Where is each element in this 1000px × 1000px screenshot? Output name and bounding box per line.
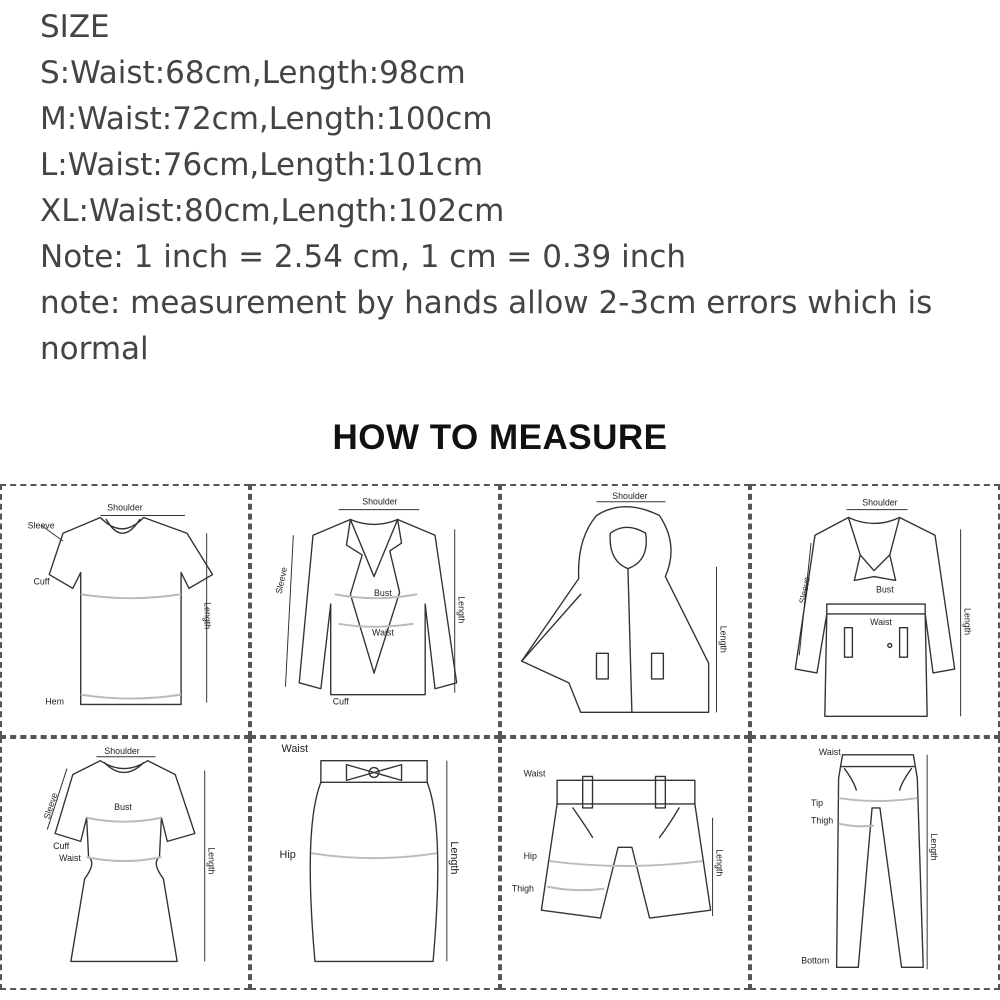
garment-cell-dress — [0, 737, 250, 990]
label-bust: Bust — [114, 801, 132, 812]
garment-cell-skirt — [250, 737, 500, 990]
label-waist: Waist — [818, 746, 841, 757]
label-shoulder: Shoulder — [104, 745, 140, 756]
tshirt-icon — [2, 486, 248, 735]
garment-cell-shorts — [500, 737, 750, 990]
label-shoulder: Shoulder — [862, 497, 898, 508]
size-row-s: S:Waist:68cm,Length:98cm — [40, 55, 466, 91]
trousers-icon — [752, 739, 998, 988]
how-to-measure-title: HOW TO MEASURE — [332, 418, 668, 457]
label-length: Length — [962, 608, 973, 636]
label-cuff: Cuff — [33, 576, 50, 587]
garment-cell-trousers — [750, 737, 1000, 990]
garment-cell-blazer — [250, 484, 500, 737]
dress-icon — [2, 739, 248, 988]
label-hem: Hem — [45, 696, 64, 707]
trench-coat-icon — [752, 486, 998, 735]
measure-grid — [0, 484, 1000, 990]
label-thigh: Thigh — [511, 883, 534, 894]
garment-cell-tshirt — [0, 484, 250, 737]
size-row-l: L:Waist:76cm,Length:101cm — [40, 147, 484, 183]
label-length: Length — [447, 841, 460, 875]
label-length: Length — [202, 602, 213, 630]
label-bottom: Bottom — [801, 955, 830, 966]
label-tip: Tip — [811, 797, 824, 808]
garment-cell-trench — [750, 484, 1000, 737]
size-row-xl: XL:Waist:80cm,Length:102cm — [40, 193, 505, 229]
label-waist: Waist — [59, 853, 81, 864]
pencil-skirt-icon — [252, 739, 498, 988]
label-shoulder: Shoulder — [362, 496, 398, 507]
label-cuff: Cuff — [332, 696, 349, 707]
label-sleeve: Sleeve — [27, 520, 55, 531]
label-waist: Waist — [281, 742, 309, 755]
label-cuff: Cuff — [53, 841, 70, 852]
label-waist: Waist — [372, 627, 394, 638]
conversion-note: Note: 1 inch = 2.54 cm, 1 cm = 0.39 inch — [40, 239, 687, 275]
label-shoulder: Shoulder — [612, 490, 648, 501]
size-info — [40, 4, 980, 372]
label-hip: Hip — [279, 849, 296, 862]
label-length: Length — [456, 596, 467, 624]
label-length: Length — [714, 849, 725, 877]
label-sleeve: Sleeve — [273, 566, 290, 595]
label-length: Length — [929, 833, 940, 861]
label-waist: Waist — [870, 616, 892, 627]
label-hip: Hip — [523, 851, 537, 862]
label-waist: Waist — [523, 768, 546, 779]
label-sleeve: Sleeve — [797, 576, 812, 605]
shorts-icon — [502, 739, 748, 988]
label-bust: Bust — [374, 588, 392, 599]
label-length: Length — [718, 625, 729, 653]
label-thigh: Thigh — [811, 815, 834, 826]
error-note: note: measurement by hands allow 2-3cm errors which is normal — [40, 285, 933, 367]
cape-coat-icon — [502, 486, 748, 735]
label-bust: Bust — [875, 584, 894, 595]
size-row-m: M:Waist:72cm,Length:100cm — [40, 101, 493, 137]
label-sleeve: Sleeve — [41, 791, 60, 821]
label-shoulder: Shoulder — [107, 502, 143, 513]
label-length: Length — [206, 847, 217, 875]
size-heading: SIZE — [40, 9, 110, 45]
blazer-icon — [252, 486, 498, 735]
garment-cell-cape — [500, 484, 750, 737]
